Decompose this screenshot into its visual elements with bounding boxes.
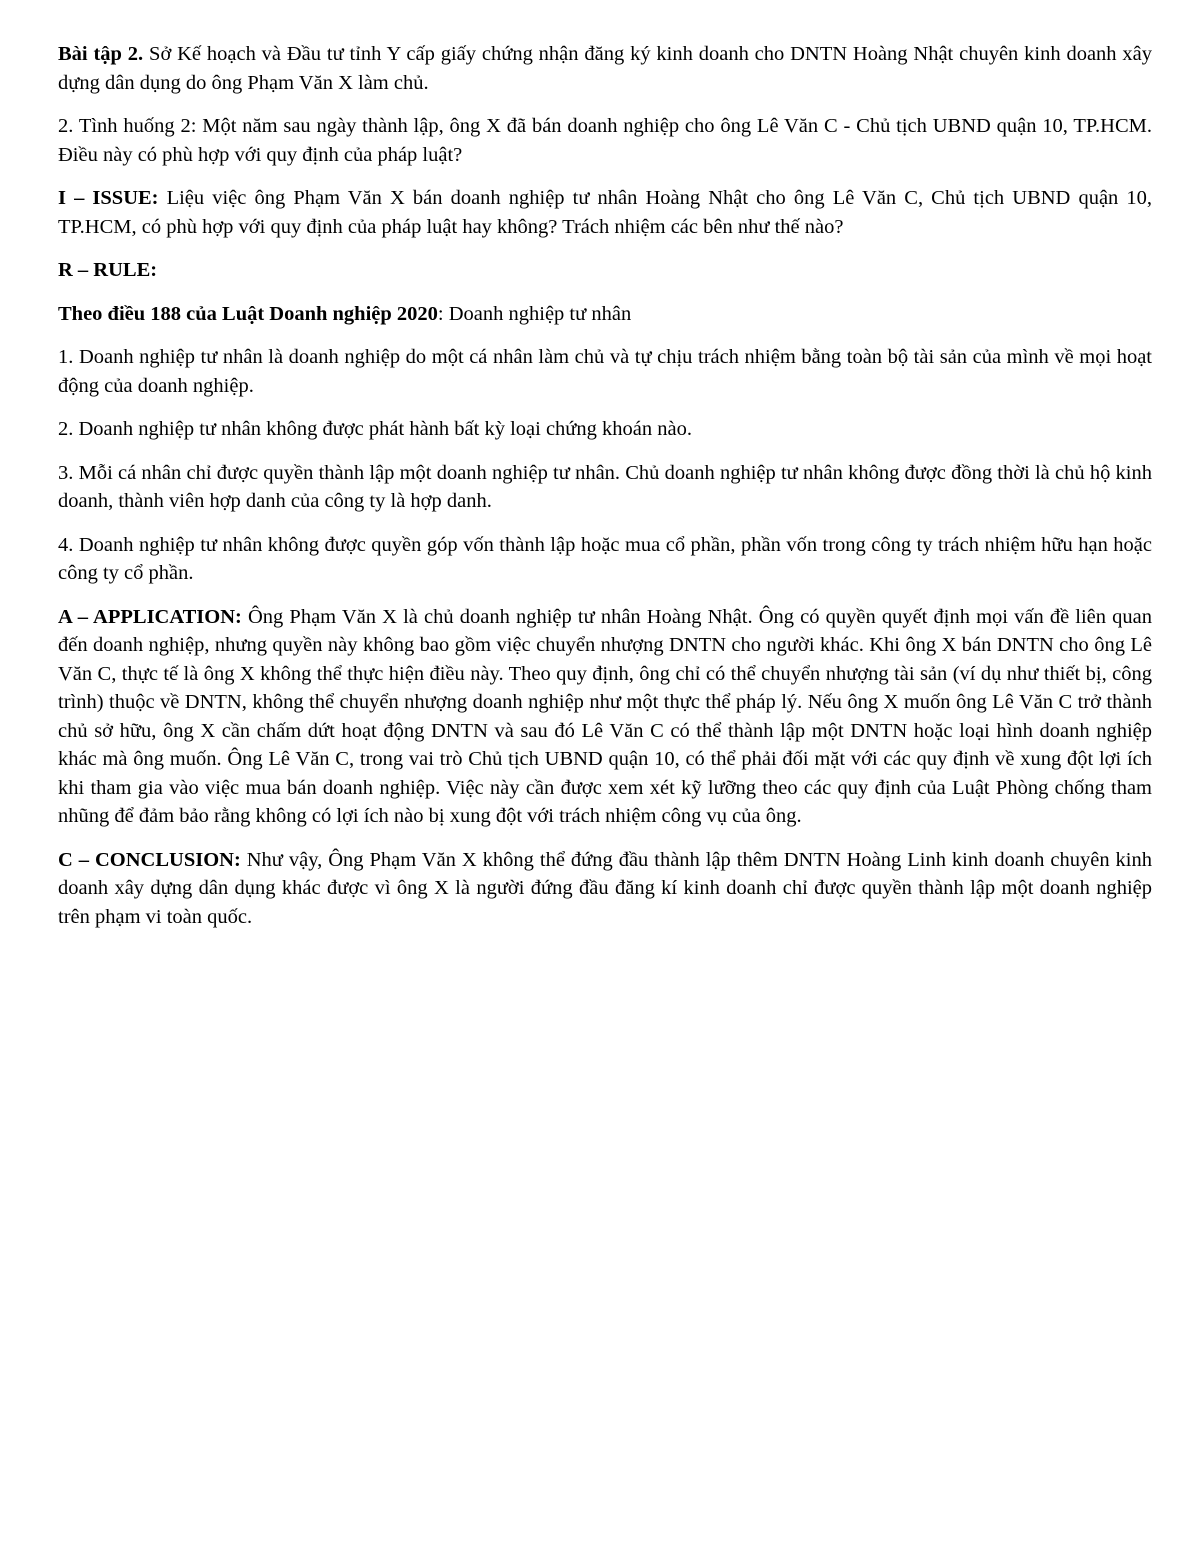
application-paragraph bbox=[58, 603, 1152, 831]
exercise-label: Bài tập 2. bbox=[58, 43, 144, 65]
conclusion-paragraph bbox=[58, 846, 1152, 932]
rule-clause-3: 3. Mỗi cá nhân chỉ được quyền thành lập một doanh nghiệp tư nhân. Chủ doanh nghiệp tư nhân không được đồng thời là chủ hộ kinh doanh, thành viên hợp danh của công ty là hợp danh. bbox=[58, 461, 1152, 512]
conclusion-text: Như vậy, Ông Phạm Văn X không thể đứng đầu thành lập thêm DNTN Hoàng Linh kinh doanh chuyên kinh doanh xây dựng dân dụng khác được vì ông X là người đứng đầu đăng kí kinh doanh chỉ được quyền thành lập một doanh nghiệp trên phạm vi toàn quốc. bbox=[58, 848, 1152, 928]
exercise-paragraph bbox=[58, 40, 1152, 97]
rule-clause-4: 4. Doanh nghiệp tư nhân không được quyền góp vốn thành lập hoặc mua cổ phần, phần vốn trong công ty trách nhiệm hữu hạn hoặc công ty cổ phần. bbox=[58, 533, 1152, 584]
rule-article-label: Theo điều 188 của Luật Doanh nghiệp 2020 bbox=[58, 302, 438, 325]
issue-paragraph bbox=[58, 184, 1152, 241]
rule-article-paragraph bbox=[58, 300, 1152, 329]
rule-clause-2: 2. Doanh nghiệp tư nhân không được phát hành bất kỳ loại chứng khoán nào. bbox=[58, 418, 692, 440]
application-text: Ông Phạm Văn X là chủ doanh nghiệp tư nhân Hoàng Nhật. Ông có quyền quyết định mọi vấn đề liên quan đến doanh nghiệp, nhưng quyền này không bao gồm việc chuyển nhượng DNTN cho người khác. Khi ông X bán DNTN cho ông Lê Văn C, thực tế là ông X không thể thực hiện điều này. Theo quy định, ông chỉ có thể chuyển nhượng tài sản (ví dụ như thiết bị, công trình) thuộc về DNTN, không thể chuyển nhượng doanh nghiệp như một thực thể pháp lý. Nếu ông X muốn ông Lê Văn C trở thành chủ sở hữu, ông X cần chấm dứt hoạt động DNTN và sau đó Lê Văn C có thể thành lập một DNTN hoặc loại hình doanh nghiệp khác mà ông muốn. Ông Lê Văn C, trong vai trò Chủ tịch UBND quận 10, có thể phải đối mặt với các quy định về xung đột lợi ích khi tham gia vào việc mua bán doanh nghiệp. Việc này cần được xem xét kỹ lưỡng theo các quy định của Luật Phòng chống tham nhũng để đảm bảo rằng không có lợi ích nào bị xung đột với trách nhiệm công vụ của ông. bbox=[58, 605, 1153, 827]
situation-paragraph: 2. Tình huống 2: Một năm sau ngày thành lập, ông X đã bán doanh nghiệp cho ông Lê Văn C - Chủ tịch UBND quận 10, TP.HCM. Điều này có phù hợp với quy định của pháp luật? bbox=[58, 115, 1152, 166]
issue-text: Liệu việc ông Phạm Văn X bán doanh nghiệp tư nhân Hoàng Nhật cho ông Lê Văn C, Chủ tịch UBND quận 10, TP.HCM, có phù hợp với quy định của pháp luật hay không? Trách nhiệm các bên như thế nào? bbox=[58, 187, 1153, 238]
conclusion-label: C – CONCLUSION: bbox=[58, 848, 241, 871]
document-page bbox=[58, 40, 1152, 946]
rule-heading: R – RULE: bbox=[58, 259, 158, 281]
issue-label: I – ISSUE: bbox=[58, 187, 159, 209]
rule-clause-1: 1. Doanh nghiệp tư nhân là doanh nghiệp do một cá nhân làm chủ và tự chịu trách nhiệm bằng toàn bộ tài sản của mình về mọi hoạt động của doanh nghiệp. bbox=[58, 346, 1152, 397]
rule-article-text: : Doanh nghiệp tư nhân bbox=[437, 302, 632, 325]
application-label: A – APPLICATION: bbox=[58, 605, 242, 628]
exercise-text: Sở Kế hoạch và Đầu tư tỉnh Y cấp giấy chứng nhận đăng ký kinh doanh cho DNTN Hoàng Nhật chuyên kinh doanh xây dựng dân dụng do ông Phạm Văn X làm chủ. bbox=[58, 43, 1152, 94]
